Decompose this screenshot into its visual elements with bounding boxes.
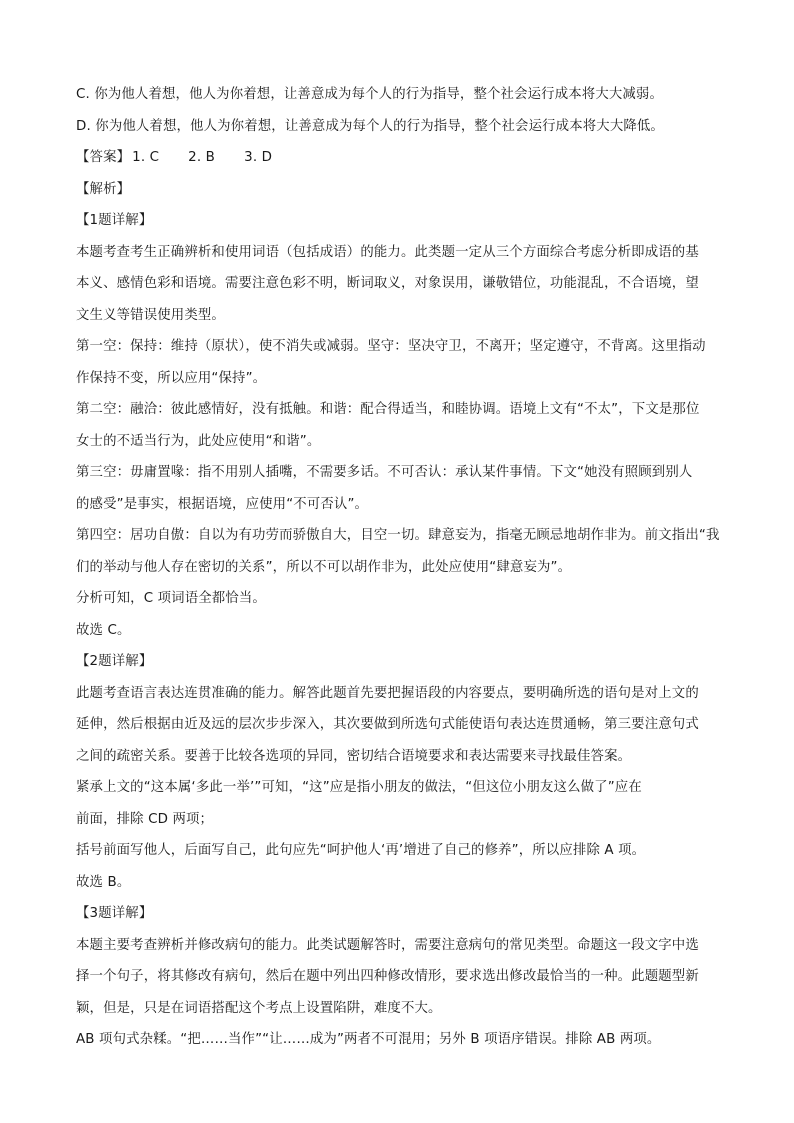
q3-heading: 【3题详解】 xyxy=(76,906,153,921)
q1-line: 们的举动与他人存在密切的关系”，所以不可以胡作非为，此处应使用“肆意妄为”。 xyxy=(76,559,572,575)
answer-3: 3. D xyxy=(244,150,273,165)
q2-body xyxy=(76,678,726,899)
answer-line xyxy=(76,142,726,174)
document-page xyxy=(76,79,726,1056)
q2-line: 前面，排除 CD 两项； xyxy=(76,811,214,827)
q2-line: 紧承上文的“这本属‘多此一举’”可知，“这”应是指小朋友的做法，“但这位小朋友这么做了”应在 xyxy=(76,780,642,795)
q3-body xyxy=(76,930,726,1056)
q3-line: AB 项句式杂糅。“把……当作”“让……成为”两者不可混用；另外 B 项语序错误。排除 AB 两项。 xyxy=(76,1032,661,1047)
answer-label: 【答案】 xyxy=(76,150,131,165)
q1-line: 故选 C。 xyxy=(76,622,131,638)
q3-line: 择一个句子，将其修改有病句，然后在题中列出四种修改情形，要求选出修改最恰当的一种。此题题型新 xyxy=(76,969,699,984)
q1-heading: 【1题详解】 xyxy=(76,213,153,228)
answer-2: 2. B xyxy=(188,150,215,165)
q1-line: 第二空：融洽：彼此感情好，没有抵触。和谐：配合得适当，和睦协调。语境上文有“不太”，下文是那位 xyxy=(76,402,700,417)
answer-1: 1. C xyxy=(132,150,160,165)
q2-line: 故选 B。 xyxy=(76,874,131,890)
q1-line: 第四空：居功自傲：自以为有功劳而骄傲自大，目空一切。肆意妄为，指毫无顾忌地胡作非为。前文指出“我 xyxy=(76,528,720,543)
q1-line: 第三空：毋庸置喙：指不用别人插嘴，不需要多话。不可否认：承认某件事情。下文“她没有照顾到别人 xyxy=(76,465,693,480)
analysis-heading: 【解析】 xyxy=(76,181,131,197)
q1-line: 第一空：保持：维持（原状），使不消失或减弱。坚守：坚决守卫，不离开；坚定遵守，不背离。这里指动 xyxy=(76,339,706,354)
q2-line: 之间的疏密关系。要善于比较各选项的异同，密切结合语境要求和表达需要来寻找最佳答案。 xyxy=(76,748,632,764)
q1-line: 本义、感情色彩和语境。需要注意色彩不明，断词取义，对象误用，谦敬错位，功能混乱，不合语境，望 xyxy=(76,276,699,291)
q2-heading: 【2题详解】 xyxy=(76,654,153,669)
q2-line: 此题考查语言表达连贯准确的能力。解答此题首先要把握语段的内容要点，要明确所选的语句是对上文的 xyxy=(76,685,699,701)
q1-line: 女士的不适当行为，此处应使用“和谐”。 xyxy=(76,433,321,449)
q1-line: 本题考查考生正确辨析和使用词语（包括成语）的能力。此类题一定从三个方面综合考虑分析即成语的基 xyxy=(76,244,699,260)
option-d: D. 你为他人着想，他人为你着想，让善意成为每个人的行为指导，整个社会运行成本将大大降低。 xyxy=(76,118,664,134)
q1-body xyxy=(76,237,726,647)
q3-line: 颖，但是，只是在词语搭配这个考点上设置陷阱，难度不大。 xyxy=(76,1000,442,1016)
q2-line: 括号前面写他人，后面写自己，此句应先“呵护他人‘再’增进了自己的修养”，所以应排除 A 项。 xyxy=(76,843,646,858)
option-c: C. 你为他人着想，他人为你着想，让善意成为每个人的行为指导，整个社会运行成本将大大减弱。 xyxy=(76,87,664,102)
q1-line: 作保持不变，所以应用“保持”。 xyxy=(76,370,267,386)
q1-line: 文生义等错误使用类型。 xyxy=(76,307,225,323)
q2-line: 延伸，然后根据由近及远的层次步步深入，其次要做到所选句式能使语句表达连贯通畅，第三要注意句式 xyxy=(76,717,699,732)
q1-line: 分析可知，C 项词语全都恰当。 xyxy=(76,591,266,606)
q1-line: 的感受”是事实，根据语境，应使用“不可否认”。 xyxy=(76,496,369,512)
q3-line: 本题主要考查辨析并修改病句的能力。此类试题解答时，需要注意病句的常见类型。命题这一段文字中选 xyxy=(76,937,699,953)
